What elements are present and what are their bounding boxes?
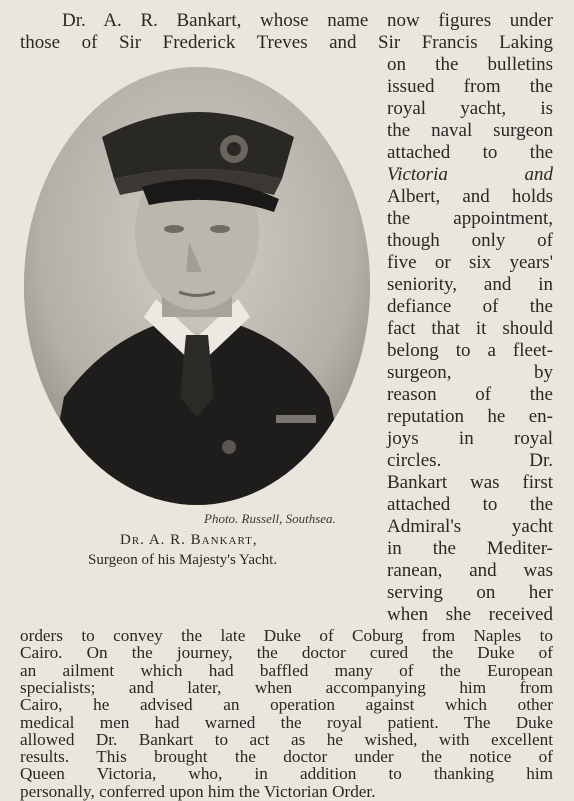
- article-line: joys in royal: [387, 428, 553, 449]
- article-line: ranean, and was: [387, 560, 553, 581]
- article-line: Cairo. On the journey, the doctor cured the Duke of: [20, 643, 553, 663]
- article-line: fact that it should: [387, 318, 553, 339]
- article-line: Bankart was first: [387, 472, 553, 493]
- article-line: belong to a fleet-: [387, 340, 553, 361]
- article-line: in the Mediter-: [387, 538, 553, 559]
- article-line: personally, conferred upon him the Victorian Order.: [20, 781, 376, 801]
- article-line: Victoria and: [387, 164, 553, 185]
- article-line: five or six years': [387, 252, 553, 273]
- article-line: circles. Dr.: [387, 450, 553, 471]
- caption-name-text: Dr. A. R. Bankart,: [120, 532, 258, 548]
- caption-role: Surgeon of his Majesty's Yacht.: [88, 552, 278, 568]
- article-line: serving on her: [387, 582, 553, 603]
- article-line: defiance of the: [387, 296, 553, 317]
- article-line: reputation he en-: [387, 406, 553, 427]
- article-line: reason of the: [387, 384, 553, 405]
- article-line: seniority, and in: [387, 274, 553, 295]
- article-line: Dr. A. R. Bankart, whose name now figures under: [62, 10, 553, 31]
- article-line: the naval surgeon: [387, 120, 553, 141]
- article-line: attached to the: [387, 494, 553, 515]
- article-line: results. This brought the doctor under the notice of: [20, 747, 553, 767]
- article-line: on the bulletins: [387, 54, 553, 75]
- article-line: the appointment,: [387, 208, 553, 229]
- article-line: specialists; and later, when accompanying him from: [20, 677, 553, 697]
- article-line: Cairo, he advised an operation against which other: [20, 695, 553, 715]
- article-line: surgeon, by: [387, 362, 553, 383]
- caption-name: [120, 532, 258, 549]
- article-line: though only of: [387, 230, 553, 251]
- article-line: Albert, and holds: [387, 186, 553, 207]
- article-line: royal yacht, is: [387, 98, 553, 119]
- article-line: allowed Dr. Bankart to act as he wished, with excellent: [20, 729, 553, 749]
- article-line: orders to convey the late Duke of Coburg from Naples to: [20, 626, 553, 645]
- portrait-photo: [24, 67, 370, 505]
- article-line: Queen Victoria, who, in addition to thanking him: [20, 764, 553, 784]
- article-line: when she received: [387, 604, 553, 625]
- photo-credit: Photo. Russell, Southsea.: [204, 511, 336, 526]
- article-line: an ailment which had baffled many of the European: [20, 660, 553, 680]
- article-line: those of Sir Frederick Treves and Sir Francis Laking: [20, 32, 553, 53]
- article-line: Admiral's yacht: [387, 516, 553, 537]
- article-line: medical men had warned the royal patient. The Duke: [20, 712, 553, 732]
- article-line: attached to the: [387, 142, 553, 163]
- article-line: issued from the: [387, 76, 553, 97]
